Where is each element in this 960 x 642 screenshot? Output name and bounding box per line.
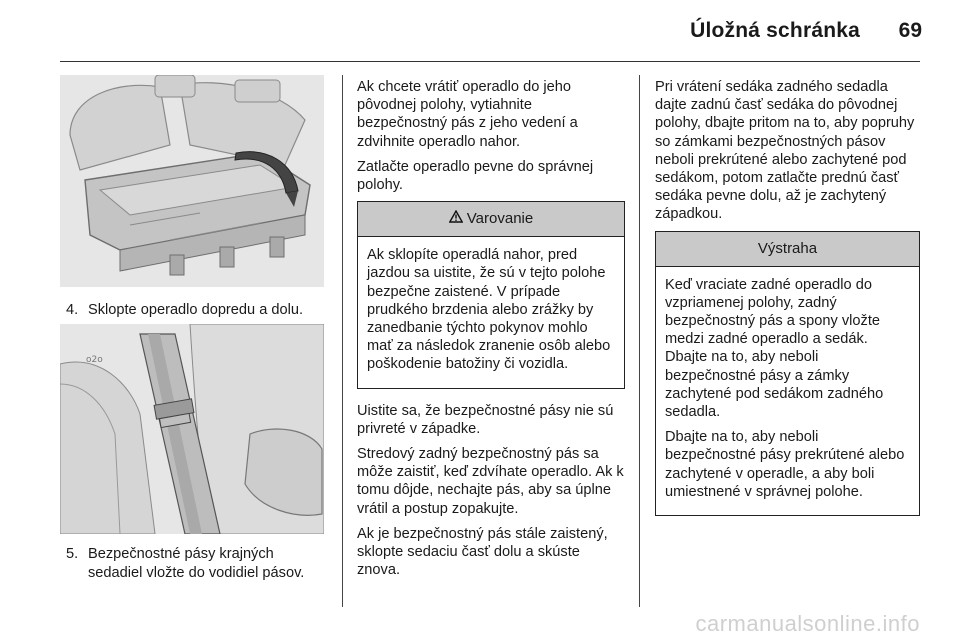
warning-box [357, 201, 625, 388]
middle-column [357, 78, 625, 586]
column-divider-right [639, 75, 640, 607]
paragraph: Stredový zadný bezpečnostný pás sa môže zaistiť, keď zdvíhate operadlo. Ak k tomu dôjde, nechajte pás, aby sa úplne vrátil a postup zopakujte. [357, 446, 624, 517]
warning-title: Varovanie [466, 210, 534, 228]
paragraph: Ak chcete vrátiť operadlo do jeho pôvodnej polohy, vytiahnite bezpečnostný pás z jeho vedení a zdvihnite operadlo nahor. [357, 79, 578, 150]
caution-text: Dbajte na to, aby neboli bezpečnostné pásy prekrútené alebo zachytené v operadle, a aby boli umiestnené v správnej polohe. [665, 429, 905, 500]
step-number: 5. [66, 546, 79, 562]
page-number: 69 [898, 19, 922, 42]
belt-guide-illustration [60, 324, 324, 534]
right-column [655, 78, 920, 516]
warning-header [358, 202, 624, 237]
caution-text: Keď vraciate zadné operadlo do vzpriamenej polohy, zadný bezpečnostný pás a spony vložte medzi zadné operadlo a sedák. Dbajte na to, aby neboli bezpečnostné pásy a zámky zachytené pod sedákom zadného sedadla. [665, 276, 884, 421]
header-rule [60, 61, 920, 62]
step-text: Bezpečnostné pásy krajných sedadiel vložte do vodidiel pásov. [88, 546, 305, 581]
step-text: Sklopte operadlo dopredu a dolu. [88, 302, 304, 318]
step-number: 4. [66, 302, 79, 318]
seat-folding-illustration [60, 75, 324, 287]
paragraph: Zatlačte operadlo pevne do správnej polohy. [357, 158, 594, 194]
page-title: Úložná schránka [690, 19, 860, 42]
warning-body [358, 237, 624, 387]
paragraph: Pri vrátení sedáka zadného sedadla dajte zadnú časť sedáka do pôvodnej polohy, dbajte pritom na to, aby popruhy so zámkami bezpečnostných pásov neboli prekrútené alebo zachytené pod sedákom, potom zatlačte prednú časť sedáka pevne dolu, až je zachytený západkou. [655, 79, 915, 223]
svg-text:o2o: o2o [86, 355, 103, 365]
step-5 [66, 545, 328, 583]
illustration-belt-guide [60, 324, 324, 534]
column-divider-left [342, 75, 343, 607]
caution-header [656, 232, 919, 267]
caution-title: Výstraha [757, 239, 818, 257]
step-4 [66, 301, 328, 320]
warning-text: Ak sklopíte operadlá nahor, pred jazdou sa uistite, že sú v tejto polohe bezpečne zaistené. V prípade prudkého brzdenia alebo zrážky by zanedbanie týchto pokynov mohlo mať za následok zranenie osôb alebo poškodenie batožiny či vozidla. [367, 247, 611, 373]
caution-body [656, 267, 919, 515]
caution-box [655, 231, 920, 516]
illustration-folded-seat [60, 75, 324, 287]
watermark: carmanualsonline.info [695, 611, 920, 636]
paragraph: Ak je bezpečnostný pás stále zaistený, sklopte sedaciu časť dolu a skúste znova. [357, 525, 608, 579]
warning-triangle-icon [449, 210, 463, 228]
paragraph: Uistite sa, že bezpečnostné pásy nie sú privreté v západke. [357, 402, 614, 437]
